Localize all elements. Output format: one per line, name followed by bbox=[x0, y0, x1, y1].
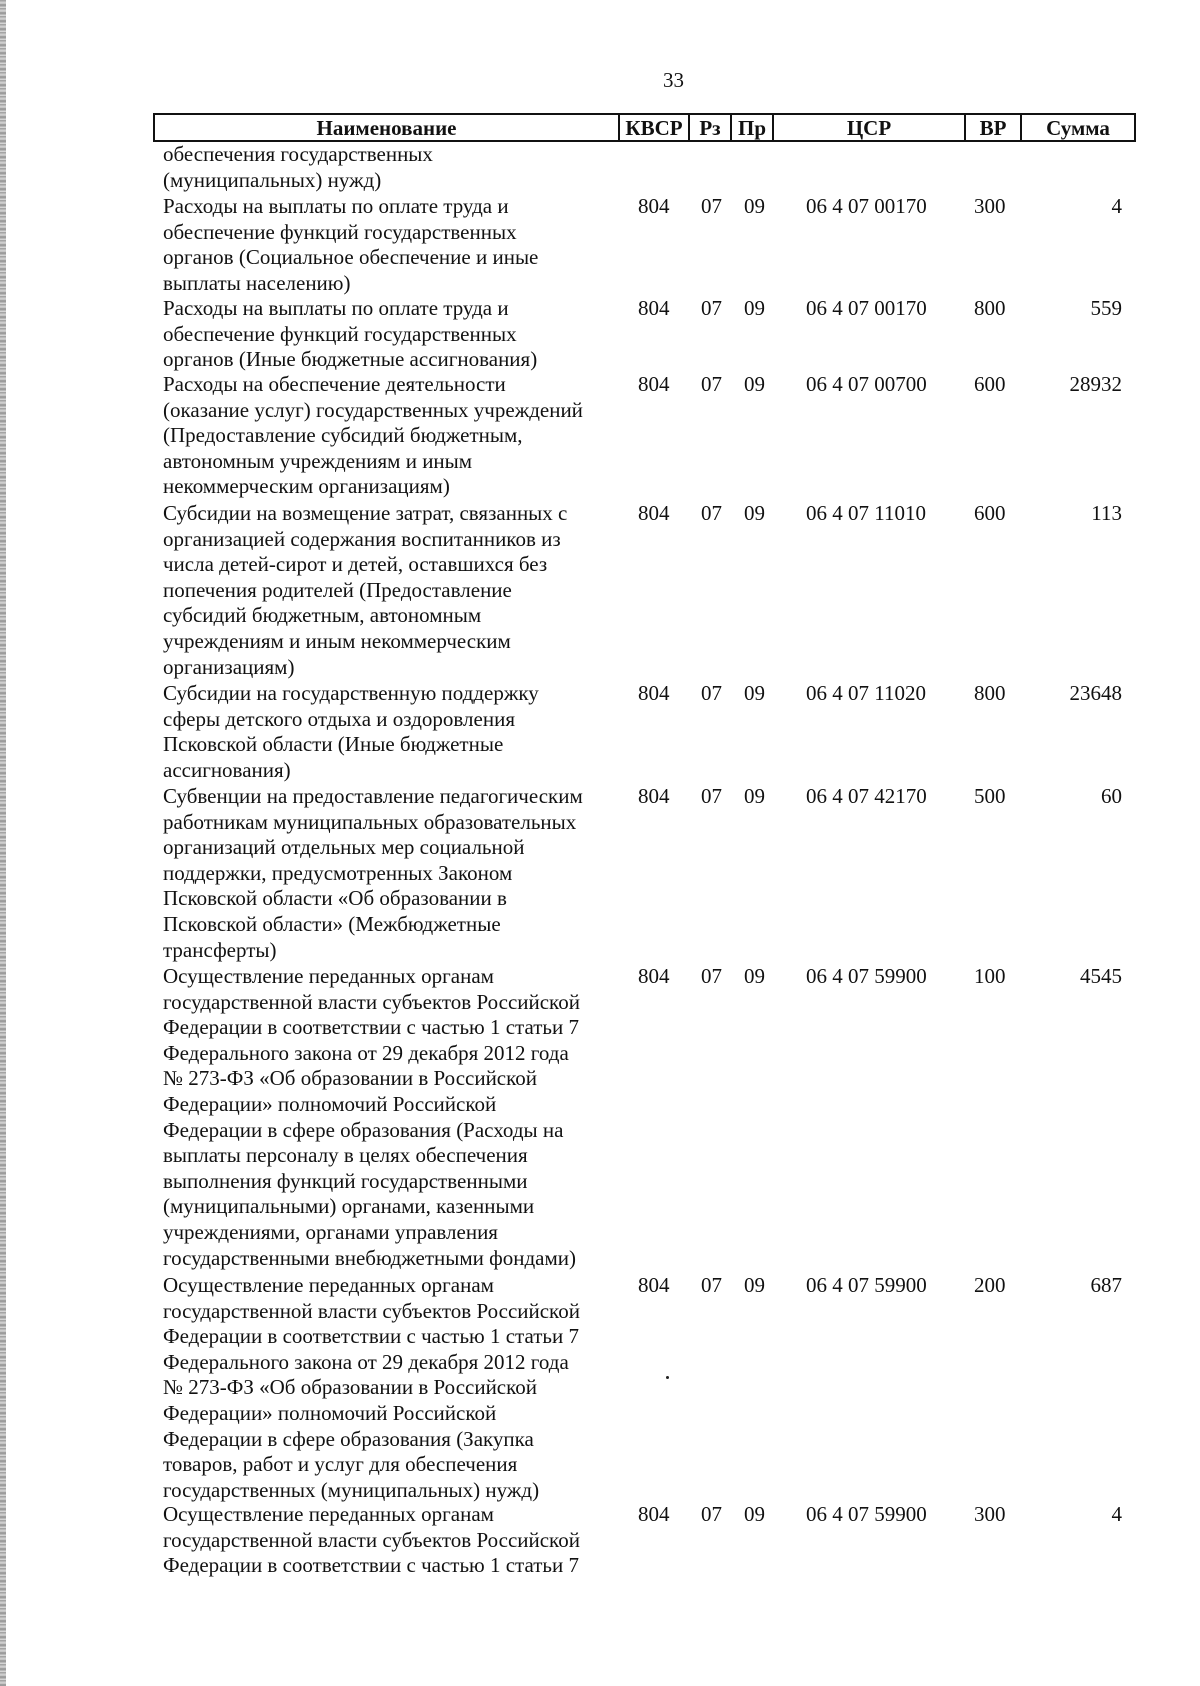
row-vr: 600 bbox=[974, 501, 1006, 525]
header-kvsr: КВСР bbox=[620, 115, 690, 140]
row-vr: 500 bbox=[974, 784, 1006, 808]
row-kvsr: 804 bbox=[638, 1502, 670, 1526]
row-rz: 07 bbox=[701, 1502, 722, 1526]
row-csr: 06 4 07 11020 bbox=[806, 681, 926, 705]
row-name: Осуществление переданных органам государственной власти субъектов Российской Федерации в соответствии с частью 1 статьи 7 Федерального закона от 29 декабря 2012 года № 273-ФЗ «Об образовании в Российской Федерации» полномочий Российской Федерации в сфере образования (Расходы на выплаты персоналу в целях обеспечения выполнения функций государственными (муниципальными) органами, казенными учреждениями, органами управления государственными внебюджетными фондами) bbox=[163, 964, 580, 1270]
row-sum: 23648 bbox=[1069, 681, 1122, 705]
row-vr: 100 bbox=[974, 964, 1006, 988]
row-vr: 200 bbox=[974, 1273, 1006, 1297]
row-rz: 07 bbox=[701, 784, 722, 808]
row-pr: 09 bbox=[744, 681, 765, 705]
row-rz: 07 bbox=[701, 194, 722, 218]
row-sum: 28932 bbox=[1069, 372, 1122, 396]
row-kvsr: 804 bbox=[638, 296, 670, 320]
row-csr: 06 4 07 59900 bbox=[806, 1502, 927, 1526]
row-csr: 06 4 07 00170 bbox=[806, 194, 927, 218]
row-vr: 800 bbox=[974, 296, 1006, 320]
row-rz: 07 bbox=[701, 296, 722, 320]
row-csr: 06 4 07 11010 bbox=[806, 501, 926, 525]
row-sum: 559 bbox=[1090, 296, 1122, 320]
row-csr: 06 4 07 59900 bbox=[806, 1273, 927, 1297]
row-pr: 09 bbox=[744, 964, 765, 988]
header-pr: Пр bbox=[732, 115, 774, 140]
row-sum: 4 bbox=[1111, 194, 1122, 218]
row-sum: 60 bbox=[1101, 784, 1122, 808]
row-csr: 06 4 07 00170 bbox=[806, 296, 927, 320]
page-number: 33 bbox=[663, 68, 684, 92]
row-name: Расходы на выплаты по оплате труда и обеспечение функций государственных органов (Социальное обеспечение и иные выплаты населению) bbox=[163, 194, 539, 295]
row-kvsr: 804 bbox=[638, 784, 670, 808]
row-vr: 300 bbox=[974, 194, 1006, 218]
row-kvsr: 804 bbox=[638, 1273, 670, 1297]
continuation-text: обеспечения государственных (муниципальных) нужд) bbox=[163, 142, 433, 192]
row-sum: 4 bbox=[1111, 1502, 1122, 1526]
header-sum: Сумма bbox=[1046, 116, 1110, 140]
header-vr: ВР bbox=[966, 115, 1022, 140]
row-kvsr: 804 bbox=[638, 501, 670, 525]
row-sum: 687 bbox=[1090, 1273, 1122, 1297]
row-sum: 4545 bbox=[1080, 964, 1122, 988]
row-kvsr: 804 bbox=[638, 372, 670, 396]
row-csr: 06 4 07 59900 bbox=[806, 964, 927, 988]
row-csr: 06 4 07 00700 bbox=[806, 372, 927, 396]
row-name: Осуществление переданных органам государственной власти субъектов Российской Федерации в соответствии с частью 1 статьи 7 bbox=[163, 1502, 580, 1578]
scan-speck bbox=[666, 1376, 669, 1379]
row-rz: 07 bbox=[701, 681, 722, 705]
row-name: Субсидии на государственную поддержку сферы детского отдыха и оздоровления Псковской области (Иные бюджетные ассигнования) bbox=[163, 681, 539, 782]
row-vr: 800 bbox=[974, 681, 1006, 705]
row-pr: 09 bbox=[744, 784, 765, 808]
row-vr: 600 bbox=[974, 372, 1006, 396]
row-rz: 07 bbox=[701, 501, 722, 525]
header-name: Наименование bbox=[155, 115, 620, 140]
row-sum: 113 bbox=[1091, 501, 1122, 525]
scan-edge bbox=[0, 0, 6, 1686]
row-rz: 07 bbox=[701, 372, 722, 396]
row-name: Субсидии на возмещение затрат, связанных с организацией содержания воспитанников из числа детей-сирот и детей, оставшихся без попечения родителей (Предоставление субсидий бюджетным, автономным учреждениям и иным некоммерческим организациям) bbox=[163, 501, 568, 679]
row-name: Расходы на выплаты по оплате труда и обеспечение функций государственных органов (Иные бюджетные ассигнования) bbox=[163, 296, 538, 372]
row-name: Субвенции на предоставление педагогическим работникам муниципальных образовательных организаций отдельных мер социальной поддержки, предусмотренных Законом Псковской области «Об образовании в Псковской области» (Межбюджетные трансферты) bbox=[163, 784, 583, 962]
row-pr: 09 bbox=[744, 1502, 765, 1526]
row-name: Расходы на обеспечение деятельности (оказание услуг) государственных учреждений (Предоставление субсидий бюджетным, автономным учреждениям и иным некоммерческим организациям) bbox=[163, 372, 583, 499]
header-csr: ЦСР bbox=[774, 115, 966, 140]
row-kvsr: 804 bbox=[638, 681, 670, 705]
row-rz: 07 bbox=[701, 964, 722, 988]
header-rz: Рз bbox=[690, 115, 732, 140]
row-pr: 09 bbox=[744, 194, 765, 218]
row-pr: 09 bbox=[744, 296, 765, 320]
row-pr: 09 bbox=[744, 1273, 765, 1297]
row-vr: 300 bbox=[974, 1502, 1006, 1526]
row-pr: 09 bbox=[744, 501, 765, 525]
row-rz: 07 bbox=[701, 1273, 722, 1297]
row-name: Осуществление переданных органам государственной власти субъектов Российской Федерации в соответствии с частью 1 статьи 7 Федерального закона от 29 декабря 2012 года № 273-ФЗ «Об образовании в Российской Федерации» полномочий Российской Федерации в сфере образования (Закупка товаров, работ и услуг для обеспечения государственных (муниципальных) нужд) bbox=[163, 1273, 580, 1502]
row-kvsr: 804 bbox=[638, 194, 670, 218]
row-pr: 09 bbox=[744, 372, 765, 396]
row-kvsr: 804 bbox=[638, 964, 670, 988]
table-header bbox=[153, 113, 1136, 142]
row-csr: 06 4 07 42170 bbox=[806, 784, 927, 808]
